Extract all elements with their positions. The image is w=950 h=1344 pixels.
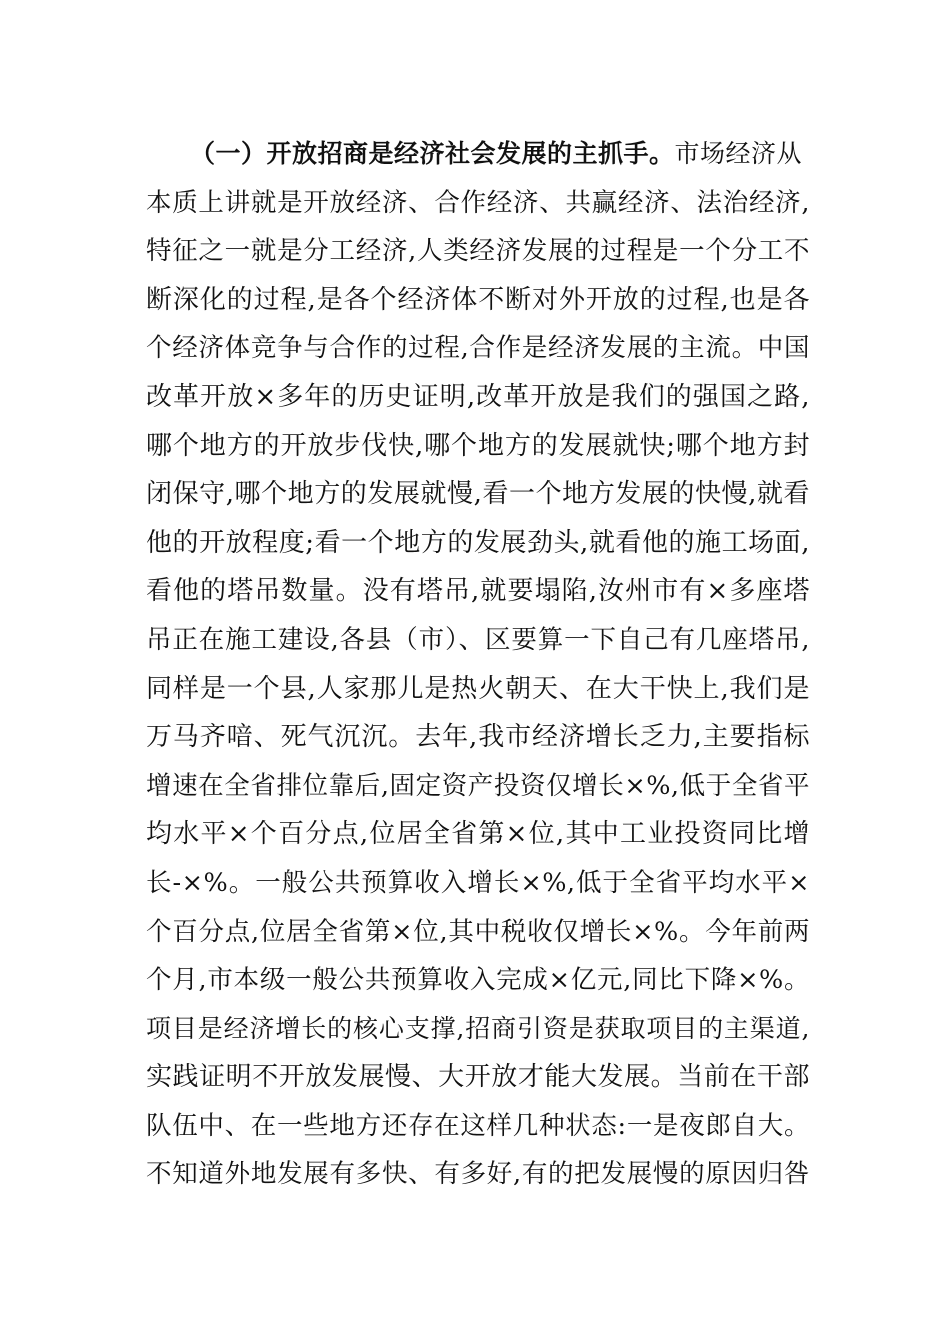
paragraph-line: 个百分点,位居全省第×位,其中税收仅增长×%。今年前两 bbox=[146, 916, 810, 947]
paragraph-line: 同样是一个县,人家那儿是热火朝天、在大干快上,我们是 bbox=[146, 673, 810, 704]
paragraph-line: 闭保守,哪个地方的发展就慢,看一个地方发展的快慢,就看 bbox=[146, 479, 810, 510]
paragraph-line: 吊正在施工建设,各县（市）、区要算一下自己有几座塔吊, bbox=[146, 624, 810, 655]
first-line-text: 市场经济从 bbox=[674, 139, 803, 168]
paragraph-line: 均水平×个百分点,位居全省第×位,其中工业投资同比增 bbox=[146, 819, 810, 850]
paragraph-line: 万马齐喑、死气沉沉。去年,我市经济增长乏力,主要指标 bbox=[146, 722, 810, 753]
paragraph-line: 改革开放×多年的历史证明,改革开放是我们的强国之路, bbox=[146, 381, 810, 412]
section-heading: （一）开放招商是经济社会发展的主抓手。 bbox=[190, 139, 675, 168]
paragraph-line: 特征之一就是分工经济,人类经济发展的过程是一个分工不 bbox=[146, 236, 810, 267]
paragraph-line: 不知道外地发展有多快、有多好,有的把发展慢的原因归咎 bbox=[146, 1159, 810, 1190]
paragraph-line: 长-×%。一般公共预算收入增长×%,低于全省平均水平× bbox=[146, 867, 810, 898]
paragraph-line: 个经济体竞争与合作的过程,合作是经济发展的主流。中国 bbox=[146, 333, 810, 364]
paragraph-line: 增速在全省排位靠后,固定资产投资仅增长×%,低于全省平 bbox=[146, 770, 810, 801]
paragraph-line: 他的开放程度;看一个地方的发展劲头,就看他的施工场面, bbox=[146, 527, 810, 558]
paragraph-line: 实践证明不开放发展慢、大开放才能大发展。当前在干部 bbox=[146, 1062, 810, 1093]
paragraph-line: 个月,市本级一般公共预算收入完成×亿元,同比下降×%。 bbox=[146, 965, 810, 996]
paragraph-line: 断深化的过程,是各个经济体不断对外开放的过程,也是各 bbox=[146, 284, 810, 315]
paragraph-line: 项目是经济增长的核心支撑,招商引资是获取项目的主渠道, bbox=[146, 1013, 810, 1043]
paragraph-first-line bbox=[146, 130, 810, 179]
paragraph-line: 本质上讲就是开放经济、合作经济、共赢经济、法治经济, bbox=[146, 187, 810, 218]
body-paragraph bbox=[146, 130, 810, 1199]
paragraph-line: 哪个地方的开放步伐快,哪个地方的发展就快;哪个地方封 bbox=[146, 430, 810, 461]
paragraph-line: 队伍中、在一些地方还存在这样几种状态:一是夜郎自大。 bbox=[146, 1110, 810, 1141]
paragraph-line: 看他的塔吊数量。没有塔吊,就要塌陷,汝州市有×多座塔 bbox=[146, 576, 810, 607]
